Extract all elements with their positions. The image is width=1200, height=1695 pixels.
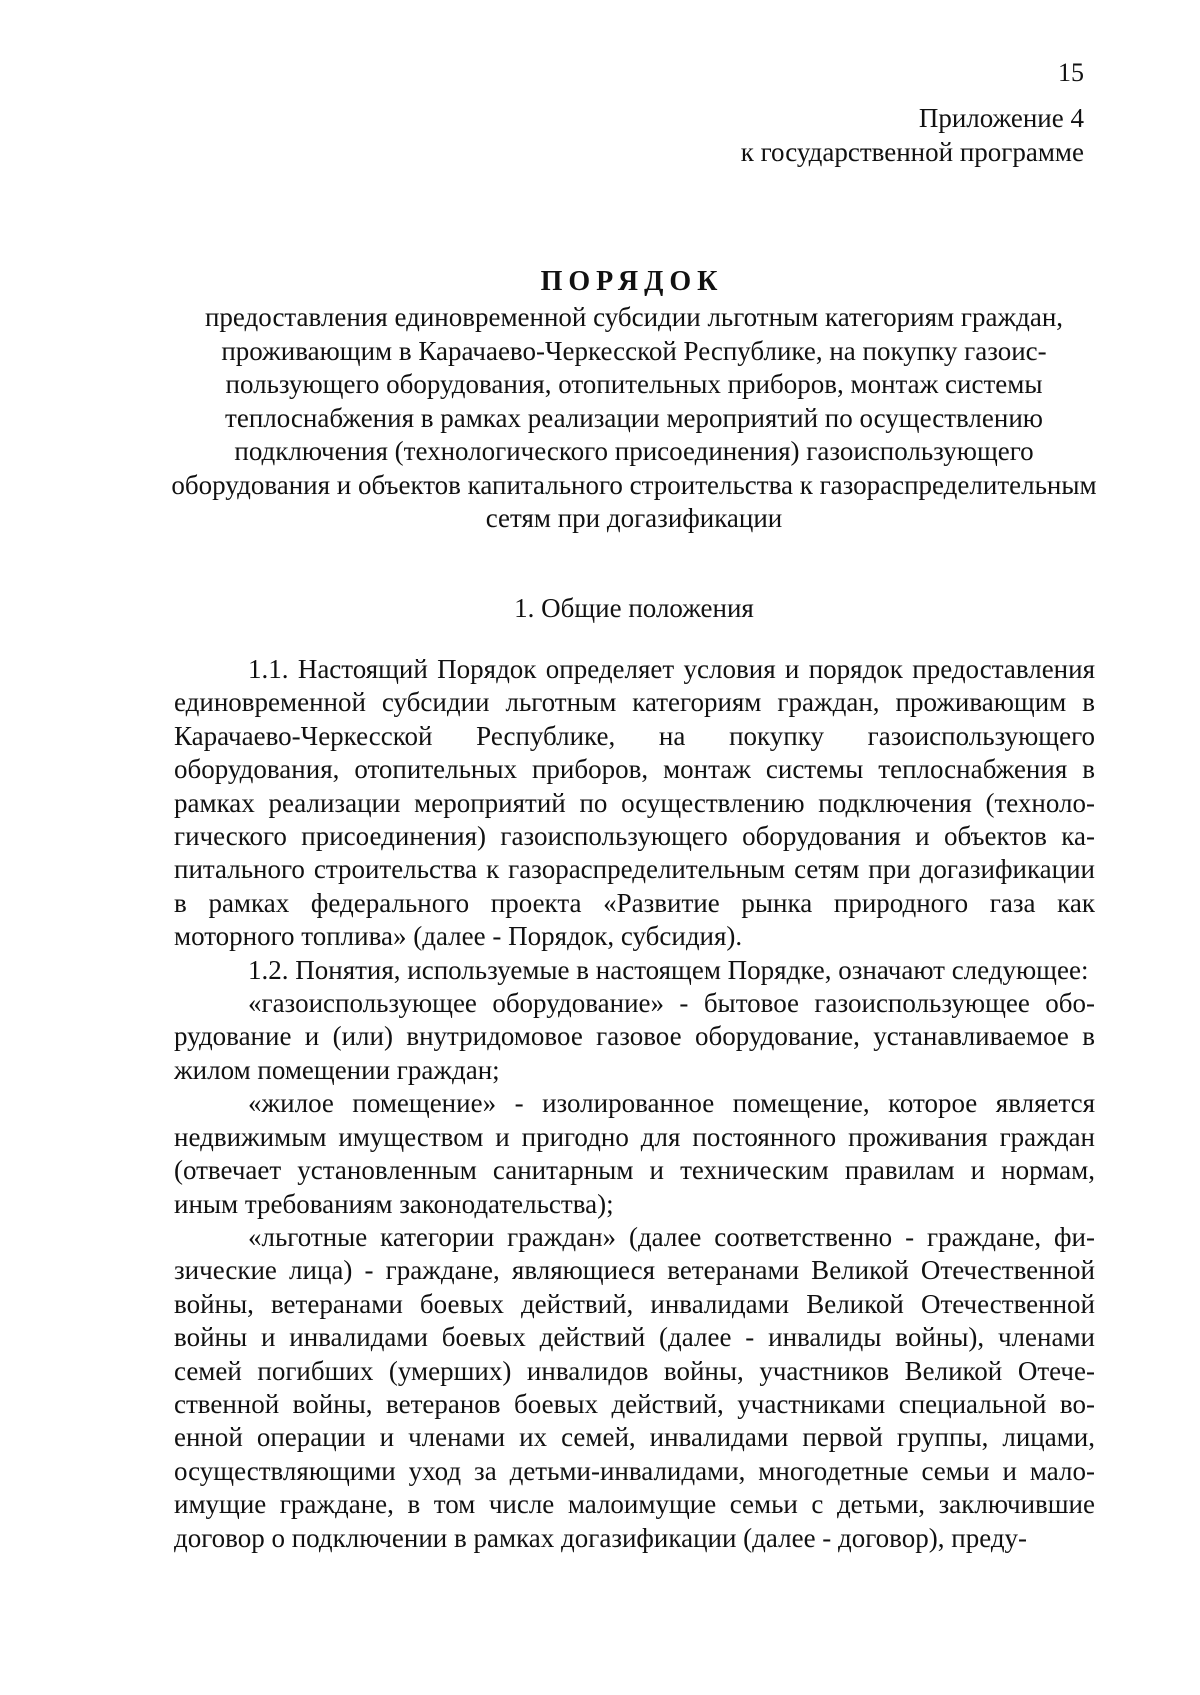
annex-reference [741, 101, 1084, 169]
paragraph: 1.1. Настоящий Порядок определяет условия и порядок предоставления единовременной субсидии льготным категориям граждан, проживающим в Карачаево-Черкесской Республике, на покупку газоиспользующего оборудования, отопительных приборов, монтаж системы теплоснабжения в рамках реализации мероприятий по осуществлению подключения (технологического присоединения) газоиспользующего оборудования и объектов капитального строительства к газораспределительным сетям при догазификации в рамках федерального проекта «Развитие рынка природного газа как моторного топлива» (далее - Порядок, субсидия). [174, 654, 1095, 952]
document-body [174, 653, 1095, 1555]
annex-line-2: к государственной программе [740, 137, 1084, 167]
section-heading: 1. Общие положения [514, 593, 754, 623]
paragraph: «газоиспользующее оборудование» - бытовое газоиспользующее оборудование и (или) внутридомовое газовое оборудование, устанавливаемое в жилом помещении граждан; [174, 988, 1095, 1085]
document-subtitle: предоставления единовременной субсидии льготным категориям граждан, проживающим в Карачаево-Черкесской Республике, на покупку газоиспользующего оборудования, отопительных приборов, монтаж системы теплоснабжения в рамках реализации мероприятий по осуществлению подключения (технологического присоединения) газоиспользующего оборудования и объектов капитального строительства к газораспределительным сетям при догазификации [171, 302, 1097, 533]
paragraph: «льготные категории граждан» (далее соответственно - граждане, физические лица) - граждане, являющиеся ветеранами Великой Отечественной войны, ветеранами боевых действий, инвалидами Великой Отечественной войны и инвалидами боевых действий (далее - инвалиды войны), членами семей погибших (умерших) инвалидов войны, участников Великой Отечественной войны, ветеранов боевых действий, участниками специальной военной операции и членами их семей, инвалидами первой группы, лицами, осуществляющими уход за детьми-инвалидами, многодетные семьи и малоимущие граждане, в том числе малоимущие семьи с детьми, заключившие договор о подключении в рамках догазификации (далее - договор), преду- [174, 1221, 1095, 1553]
document-title: ПОРЯДОК [540, 266, 724, 297]
annex-line-1: Приложение 4 [918, 103, 1084, 133]
paragraph: «жилое помещение» - изолированное помещение, которое является недвижимым имуществом и пригодно для постоянного проживания граждан (отвечает установленным санитарным и техническим правилам и нормам, иным требованиям законодательства); [174, 1088, 1095, 1219]
paragraph: 1.2. Понятия, используемые в настоящем Порядке, означают следующее: [248, 954, 1089, 985]
page-number: 15 [1058, 58, 1084, 87]
